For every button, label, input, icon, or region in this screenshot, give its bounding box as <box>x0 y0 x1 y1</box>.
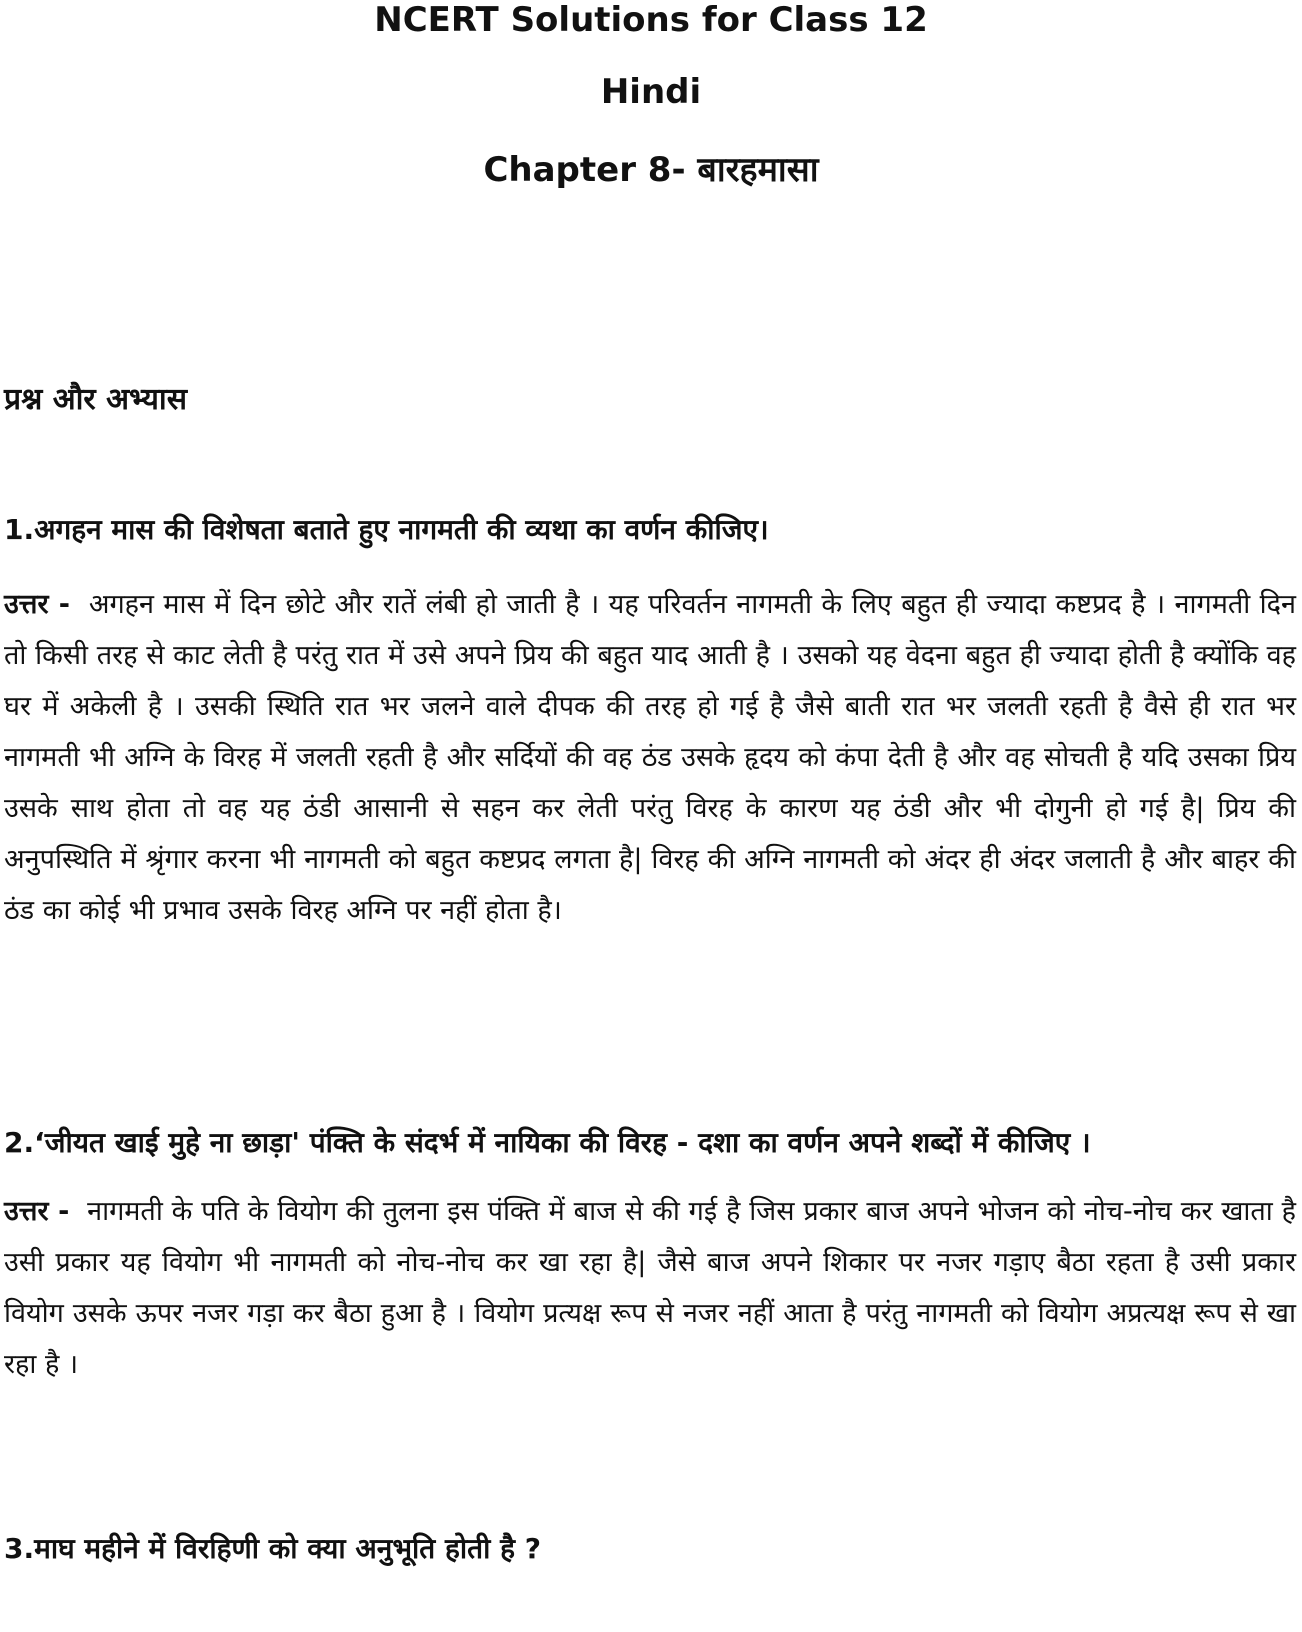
question-block-3 <box>4 1526 1296 1572</box>
question-1: 1.अगहन मास की विशेषता बताते हुए नागमती की व्यथा का वर्णन कीजिए। <box>4 513 769 546</box>
question-block-2 <box>4 1120 1296 1390</box>
answer-label-1: उत्तर - <box>4 589 70 620</box>
subject-title: Hindi <box>600 72 702 112</box>
question-2: 2.‘जीयत खाई मुहे ना छाड़ा' पंक्ति के संदर्भ में नायिका की विरह - दशा का वर्णन अपने शब्दों में कीजिए । <box>4 1126 1091 1159</box>
answer-text-2: नागमती के पति के वियोग की तुलना इस पंक्ति में बाज से की गई है जिस प्रकार बाज अपने भोजन को नोच-नोच कर खाता है उसी प्रकार यह वियोग भी नागमती को नोच-नोच कर खा रहा है| जैसे बाज अपने शिकार पर नजर गड़ाए बैठा रहता है उसी प्रकार वियोग उसके ऊपर नजर गड़ा कर बैठा हुआ है । वियोग प्रत्यक्ष रूप से नजर नहीं आता है परंतु नागमती को वियोग अप्रत्यक्ष रूप से खा रहा है । <box>4 1196 1296 1380</box>
document-title: NCERT Solutions for Class 12 <box>374 0 928 40</box>
section-heading: प्रश्न और अभ्यास <box>4 382 187 417</box>
answer-2 <box>4 1186 1296 1390</box>
question-block-1 <box>4 507 1296 936</box>
chapter-title: Chapter 8- बारहमासा <box>483 150 819 190</box>
answer-text-1: अगहन मास में दिन छोटे और रातें लंबी हो जाती है । यह परिवर्तन नागमती के लिए बहुत ही ज्यादा कष्टप्रद है । नागमती दिन तो किसी तरह से काट लेती है परंतु रात में उसे अपने प्रिय की बहुत याद आती है । उसको यह वेदना बहुत ही ज्यादा होती है क्योंकि वह घर में अकेली है । उसकी स्थिति रात भर जलने वाले दीपक की तरह हो गई है जैसे बाती रात भर जलती रहती है वैसे ही रात भर नागमती भी अग्नि के विरह में जलती रहती है और सर्दियों की वह ठंड उसके हृदय को कंपा देती है और वह सोचती है यदि उसका प्रिय उसके साथ होता तो वह यह ठंडी आसानी से सहन कर लेती परंतु विरह के कारण यह ठंडी और भी दोगुनी हो गई है| प्रिय की अनुपस्थिति में श्रृंगार करना भी नागमती को बहुत कष्टप्रद लगता है| विरह की अग्नि नागमती को अंदर ही अंदर जलाती है और बाहर की ठंड का कोई भी प्रभाव उसके विरह अग्नि पर नहीं होता है। <box>4 589 1296 926</box>
answer-label-2: उत्तर - <box>4 1196 70 1227</box>
question-3: 3.माघ महीने में विरहिणी को क्या अनुभूति होती है ? <box>4 1532 541 1565</box>
answer-1 <box>4 579 1296 936</box>
